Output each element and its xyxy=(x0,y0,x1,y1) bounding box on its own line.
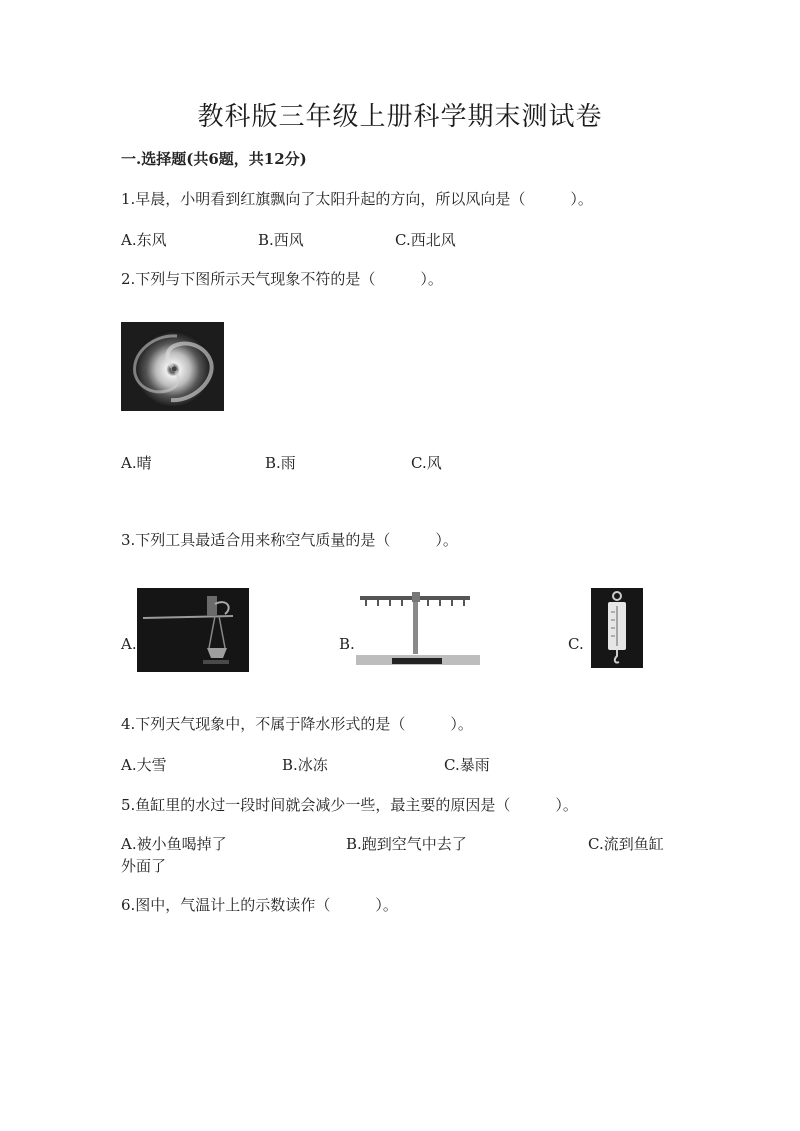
question-2-stem: 2.下列与下图所示天气现象不符的是（ ）。 xyxy=(121,270,443,288)
question-3-option-b[interactable]: B. xyxy=(339,635,355,653)
question-6-stem: 6.图中，气温计上的示数读作（ ）。 xyxy=(121,896,398,914)
question-4-option-c[interactable]: C.暴雨 xyxy=(444,756,490,774)
question-5-stem: 5.鱼缸里的水过一段时间就会减少一些，最主要的原因是（ ）。 xyxy=(121,796,578,814)
question-5-option-a[interactable]: A.被小鱼喝掉了 xyxy=(121,835,227,853)
lever-balance-image xyxy=(137,588,249,672)
question-1-option-b[interactable]: B.西风 xyxy=(258,231,304,249)
question-5-option-c[interactable]: C.流到鱼缸 xyxy=(588,835,664,853)
section-heading: 一.选择题(共6题，共12分) xyxy=(121,150,307,168)
question-3-stem: 3.下列工具最适合用来称空气质量的是（ ）。 xyxy=(121,531,458,549)
page-title: 教科版三年级上册科学期末测试卷 xyxy=(197,102,603,132)
question-1-stem: 1.早晨，小明看到红旗飘向了太阳升起的方向，所以风向是（ ）。 xyxy=(121,190,593,208)
question-4-option-a[interactable]: A.大雪 xyxy=(121,756,167,774)
question-3-option-a[interactable]: A. xyxy=(121,635,137,653)
spring-scale-image xyxy=(591,588,643,668)
question-1-option-a[interactable]: A.东风 xyxy=(121,231,167,249)
question-3-option-c[interactable]: C. xyxy=(568,635,584,653)
beam-balance-image xyxy=(356,592,480,670)
question-5-option-c-continuation: 外面了 xyxy=(121,857,167,875)
question-2-option-a[interactable]: A.晴 xyxy=(121,454,152,472)
question-1-option-c[interactable]: C.西北风 xyxy=(395,231,456,249)
question-2-option-b[interactable]: B.雨 xyxy=(265,454,296,472)
question-4-option-b[interactable]: B.冰冻 xyxy=(282,756,328,774)
question-2-option-c[interactable]: C.风 xyxy=(411,454,442,472)
hurricane-satellite-image xyxy=(121,322,224,411)
question-4-stem: 4.下列天气现象中，不属于降水形式的是（ ）。 xyxy=(121,715,473,733)
question-5-option-b[interactable]: B.跑到空气中去了 xyxy=(346,835,467,853)
